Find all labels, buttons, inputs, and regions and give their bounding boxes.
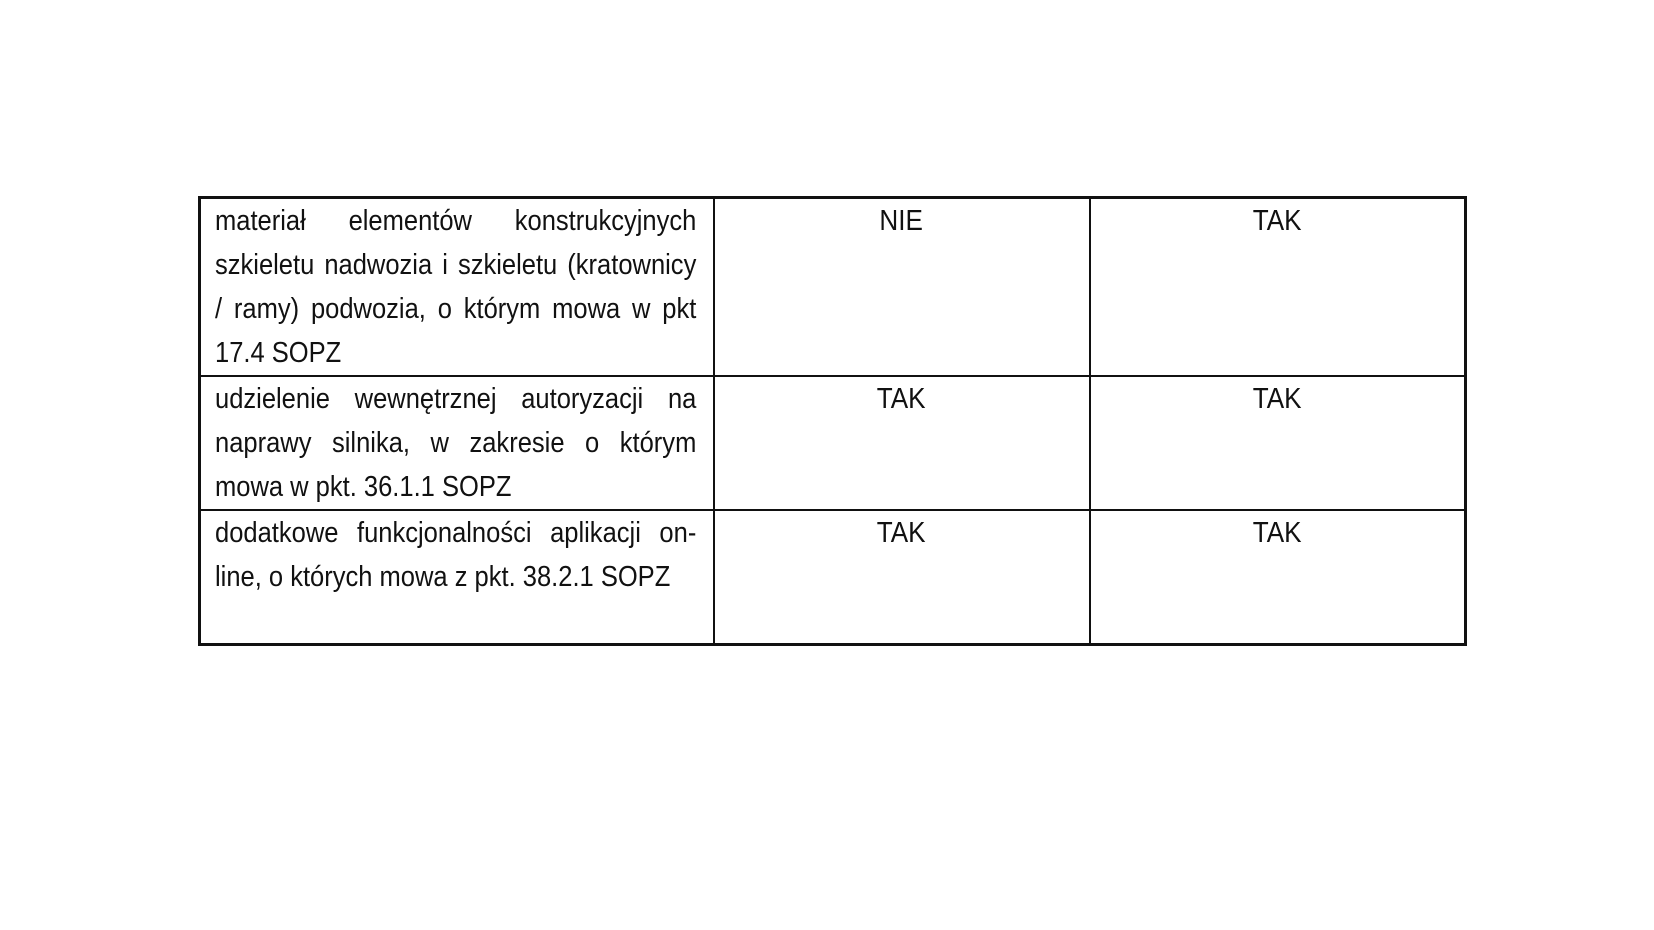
table-row [200,510,1466,645]
value-cell [714,376,1090,510]
value-text: TAK [877,383,926,415]
value-text: TAK [877,517,926,549]
value-cell [1090,376,1466,510]
description-cell [200,376,714,510]
value-cell [1090,510,1466,645]
value-cell [714,510,1090,645]
value-text: TAK [1252,517,1302,549]
description-cell [200,510,714,645]
value-cell [1090,198,1466,377]
value-cell [714,198,1090,377]
criteria-table [198,196,1467,646]
description-text: materiał elementów konstrukcyjnych szkieletu nadwozia i szkieletu (kratownicy / ramy) podwozia, o którym mowa w pkt 17.4 SOPZ [215,205,697,369]
value-text: TAK [1252,205,1302,237]
value-text: NIE [879,205,924,237]
description-cell [200,198,714,377]
table-row [200,198,1466,377]
description-text: dodatkowe funkcjonalności aplikacji on-line, o których mowa z pkt. 38.2.1 SOPZ [215,517,697,593]
value-text: TAK [1252,383,1302,415]
table-row [200,376,1466,510]
description-text: udzielenie wewnętrznej autoryzacji na naprawy silnika, w zakresie o którym mowa w pkt. 36.1.1 SOPZ [215,383,697,503]
